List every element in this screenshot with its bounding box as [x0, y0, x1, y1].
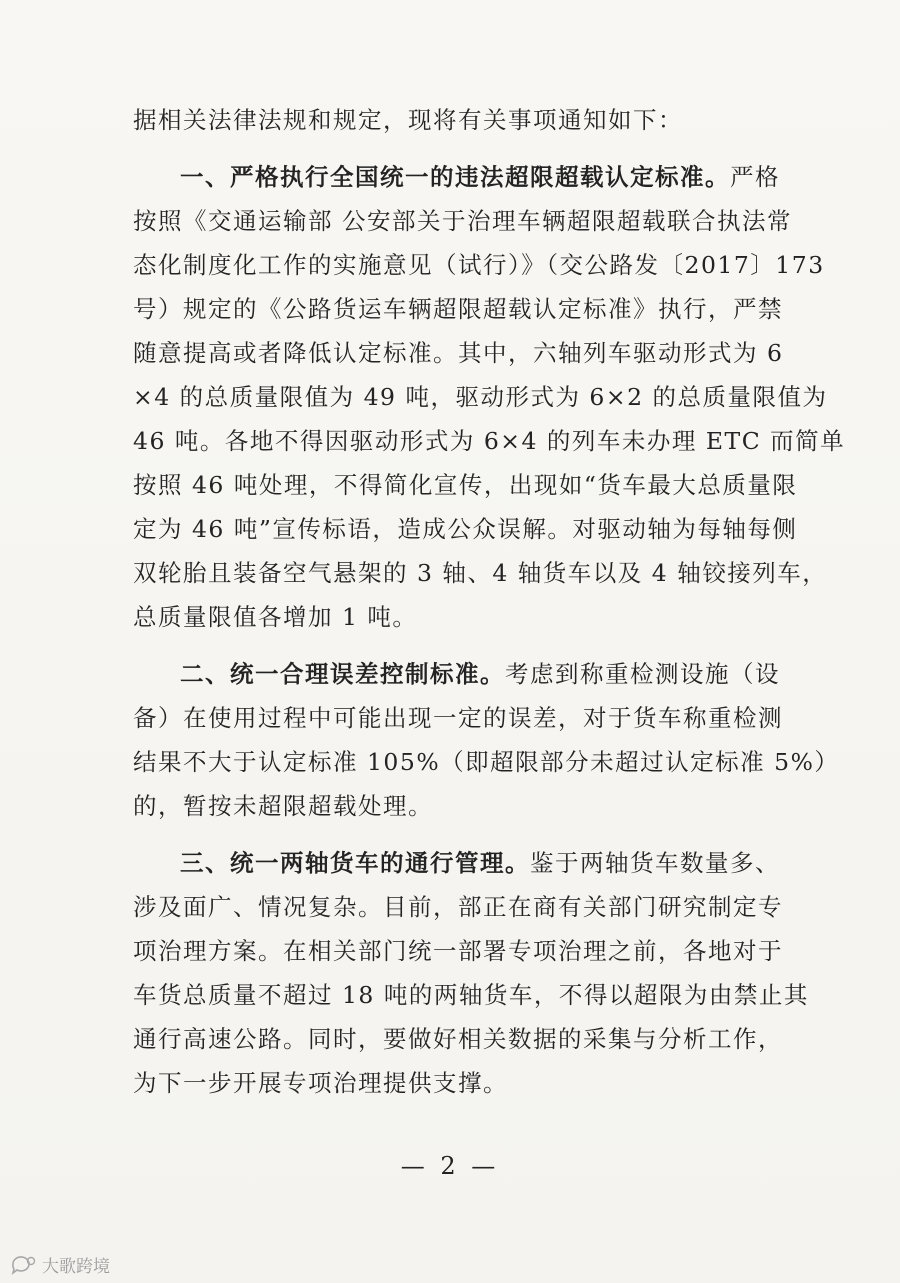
chat-bubble-icon [10, 1255, 38, 1275]
section3-line: 涉及面广、情况复杂。目前，部正在商有关部门研究制定专 [133, 893, 783, 921]
intro-line: 据相关法律法规和规定，现将有关事项通知如下： [133, 106, 683, 134]
section1-line: 46 吨。各地不得因驱动形式为 6×4 的列车未办理 ETC 而简单 [133, 427, 846, 455]
section2-line: 的，暂按未超限超载处理。 [133, 792, 433, 820]
section1-heading: 一、严格执行全国统一的违法超限超载认定标准。 [180, 163, 730, 191]
section2-heading: 二、统一合理误差控制标准。 [180, 660, 505, 688]
section3-line: 为下一步开展专项治理提供支撑。 [133, 1069, 508, 1097]
section2-line: 备）在使用过程中可能出现一定的误差，对于货车称重检测 [133, 704, 783, 732]
section1-line: 随意提高或者降低认定标准。其中，六轴列车驱动形式为 6 [133, 339, 784, 367]
section1-first-line [133, 155, 780, 199]
document-body [133, 98, 846, 1105]
watermark [10, 1252, 110, 1277]
section3-heading-rest: 鉴于两轴货车数量多、 [530, 849, 780, 877]
section1-heading-rest: 严格 [730, 163, 780, 191]
section2-first-line [133, 652, 780, 696]
section3-line: 车货总质量不超过 18 吨的两轴货车，不得以超限为由禁止其 [133, 981, 809, 1009]
section1-line: 按照 46 吨处理，不得简化宣传，出现如“货车最大总质量限 [133, 471, 798, 499]
section1-line: ×4 的总质量限值为 49 吨，驱动形式为 6×2 的总质量限值为 [133, 383, 828, 411]
section3-heading: 三、统一两轴货车的通行管理。 [180, 849, 530, 877]
section3-first-line [133, 841, 780, 885]
section3-line: 通行高速公路。同时，要做好相关数据的采集与分析工作， [133, 1025, 783, 1053]
section2-heading-rest: 考虑到称重检测设施（设 [505, 660, 780, 688]
section1-line: 双轮胎且装备空气悬架的 3 轴、4 轴货车以及 4 轴铰接列车， [133, 559, 828, 587]
section1-line: 按照《交通运输部 公安部关于治理车辆超限超载联合执法常 [133, 207, 792, 235]
section1-line: 总质量限值各增加 1 吨。 [133, 603, 418, 631]
section1-line: 态化制度化工作的实施意见（试行）》（交公路发〔2017〕173 [133, 251, 825, 279]
section1-line: 号）规定的《公路货运车辆超限超载认定标准》执行，严禁 [133, 295, 783, 323]
section3-line: 项治理方案。在相关部门统一部署专项治理之前，各地对于 [133, 937, 783, 965]
section1-line: 定为 46 吨”宣传标语，造成公众误解。对驱动轴为每轴每侧 [133, 515, 798, 543]
section2-line: 结果不大于认定标准 105%（即超限部分未超过认定标准 5%） [133, 748, 840, 776]
watermark-text: 大歌跨境 [42, 1257, 110, 1277]
page-number: — 2 — [400, 1152, 500, 1180]
